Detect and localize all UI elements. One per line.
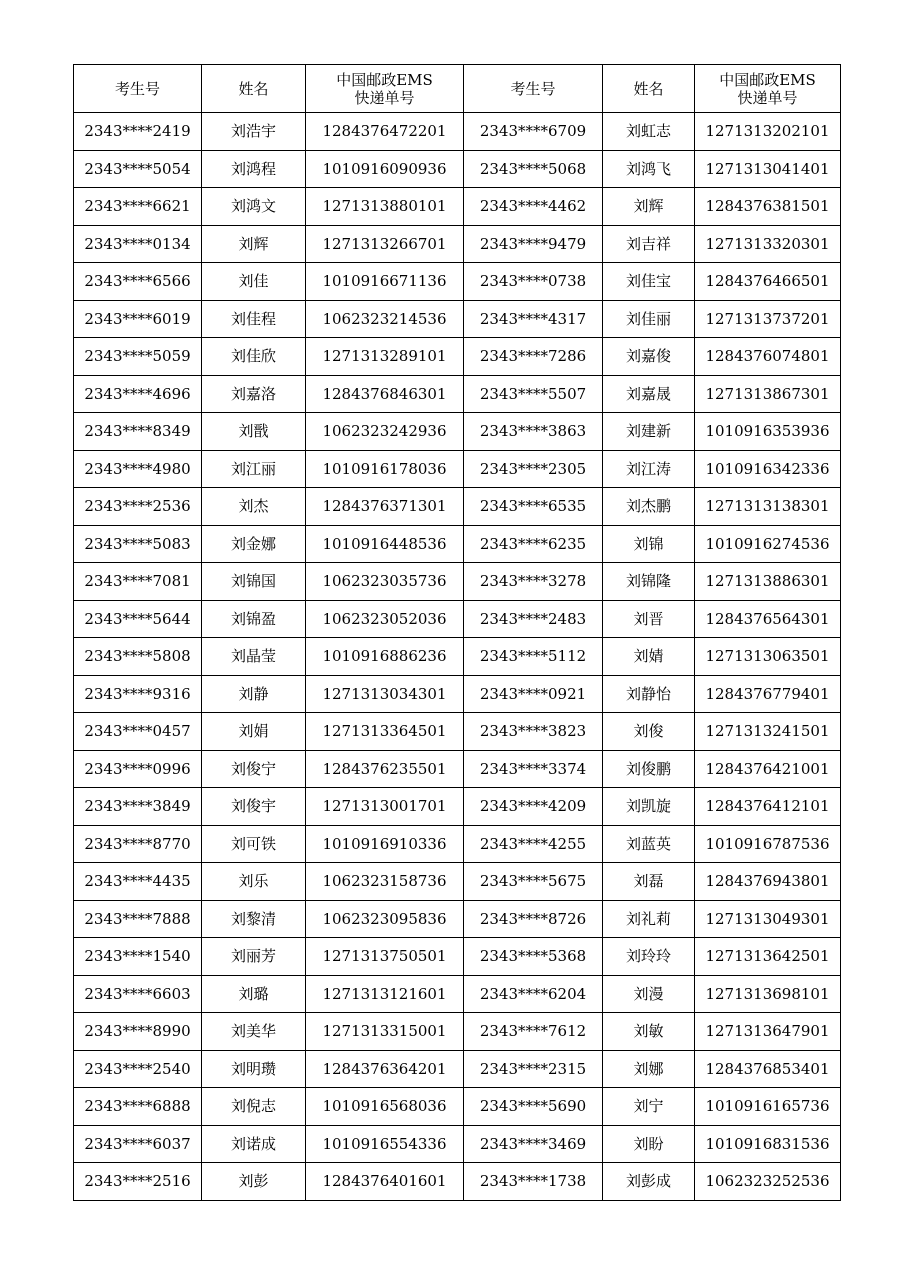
- ems-cell-2: 1284376421001: [695, 750, 841, 788]
- exam-no-cell-2: 2343****6204: [464, 975, 603, 1013]
- exam-no-cell: 2343****5644: [74, 600, 202, 638]
- ems-cell-2: 1010916787536: [695, 825, 841, 863]
- name-cell-2: 刘蓝英: [603, 825, 695, 863]
- table-row: [74, 263, 841, 301]
- exam-no-cell: 2343****6603: [74, 975, 202, 1013]
- table-row: [74, 788, 841, 826]
- name-cell-2: 刘婧: [603, 638, 695, 676]
- table-body: [74, 113, 841, 1201]
- ems-tracking-table: [73, 64, 841, 1201]
- header-ems: [306, 65, 464, 113]
- ems-cell-2: 1284376074801: [695, 338, 841, 376]
- name-cell-2: 刘漫: [603, 975, 695, 1013]
- header-ems-line2: 快递单号: [354, 88, 415, 107]
- table-row: [74, 300, 841, 338]
- ems-cell-2: 1271313886301: [695, 563, 841, 601]
- table-row: [74, 938, 841, 976]
- name-cell: 刘杰: [202, 488, 306, 526]
- ems-cell: 1062323214536: [306, 300, 464, 338]
- ems-cell: 1010916910336: [306, 825, 464, 863]
- table-row: [74, 1163, 841, 1201]
- exam-no-cell: 2343****2516: [74, 1163, 202, 1201]
- header-ems-line1: 中国邮政EMS: [336, 70, 433, 89]
- name-cell: 刘佳程: [202, 300, 306, 338]
- exam-no-cell-2: 2343****2315: [464, 1050, 603, 1088]
- exam-no-cell-2: 2343****2483: [464, 600, 603, 638]
- exam-no-cell: 2343****4980: [74, 450, 202, 488]
- ems-cell: 1010916448536: [306, 525, 464, 563]
- exam-no-cell-2: 2343****4462: [464, 188, 603, 226]
- header-ems-2-line1: 中国邮政EMS: [719, 70, 816, 89]
- exam-no-cell-2: 2343****8726: [464, 900, 603, 938]
- name-cell: 刘丽芳: [202, 938, 306, 976]
- ems-cell-2: 1271313642501: [695, 938, 841, 976]
- ems-cell: 1284376472201: [306, 113, 464, 151]
- ems-cell: 1271313364501: [306, 713, 464, 751]
- ems-cell-2: 1010916353936: [695, 413, 841, 451]
- name-cell-2: 刘锦: [603, 525, 695, 563]
- ems-cell-2: 1271313320301: [695, 225, 841, 263]
- ems-cell-2: 1010916165736: [695, 1088, 841, 1126]
- ems-cell-2: 1271313241501: [695, 713, 841, 751]
- exam-no-cell-2: 2343****2305: [464, 450, 603, 488]
- ems-cell: 1062323158736: [306, 863, 464, 901]
- name-cell-2: 刘杰鹏: [603, 488, 695, 526]
- exam-no-cell: 2343****7888: [74, 900, 202, 938]
- name-cell: 刘静: [202, 675, 306, 713]
- header-ems-2: [695, 65, 841, 113]
- exam-no-cell: 2343****9316: [74, 675, 202, 713]
- name-cell: 刘可铁: [202, 825, 306, 863]
- name-cell: 刘俊宇: [202, 788, 306, 826]
- table-row: [74, 675, 841, 713]
- ems-cell: 1271313034301: [306, 675, 464, 713]
- ems-cell-2: 1284376853401: [695, 1050, 841, 1088]
- name-cell-2: 刘磊: [603, 863, 695, 901]
- ems-cell: 1271313750501: [306, 938, 464, 976]
- name-cell-2: 刘娜: [603, 1050, 695, 1088]
- ems-cell-2: 1271313698101: [695, 975, 841, 1013]
- exam-no-cell-2: 2343****3823: [464, 713, 603, 751]
- ems-cell: 1062323242936: [306, 413, 464, 451]
- ems-cell: 1284376364201: [306, 1050, 464, 1088]
- name-cell-2: 刘彭成: [603, 1163, 695, 1201]
- exam-no-cell: 2343****8770: [74, 825, 202, 863]
- exam-no-cell: 2343****2419: [74, 113, 202, 151]
- name-cell-2: 刘江涛: [603, 450, 695, 488]
- exam-no-cell: 2343****2536: [74, 488, 202, 526]
- ems-cell: 1062323035736: [306, 563, 464, 601]
- table-row: [74, 450, 841, 488]
- exam-no-cell: 2343****5083: [74, 525, 202, 563]
- ems-cell: 1271313001701: [306, 788, 464, 826]
- exam-no-cell-2: 2343****5368: [464, 938, 603, 976]
- ems-cell: 1062323052036: [306, 600, 464, 638]
- table-row: [74, 900, 841, 938]
- name-cell-2: 刘玲玲: [603, 938, 695, 976]
- ems-cell-2: 1284376412101: [695, 788, 841, 826]
- name-cell-2: 刘礼莉: [603, 900, 695, 938]
- exam-no-cell-2: 2343****4317: [464, 300, 603, 338]
- name-cell: 刘倪志: [202, 1088, 306, 1126]
- table-row: [74, 188, 841, 226]
- table-row: [74, 600, 841, 638]
- ems-cell-2: 1271313867301: [695, 375, 841, 413]
- ems-cell: 1010916568036: [306, 1088, 464, 1126]
- name-cell-2: 刘凯旋: [603, 788, 695, 826]
- exam-no-cell-2: 2343****6709: [464, 113, 603, 151]
- name-cell: 刘明瓒: [202, 1050, 306, 1088]
- exam-no-cell-2: 2343****5675: [464, 863, 603, 901]
- header-exam-no: 考生号: [74, 65, 202, 113]
- table-row: [74, 150, 841, 188]
- header-row: [74, 65, 841, 113]
- exam-no-cell-2: 2343****5690: [464, 1088, 603, 1126]
- ems-cell-2: 1284376466501: [695, 263, 841, 301]
- name-cell: 刘江丽: [202, 450, 306, 488]
- ems-cell: 1010916178036: [306, 450, 464, 488]
- table-row: [74, 113, 841, 151]
- name-cell-2: 刘嘉俊: [603, 338, 695, 376]
- name-cell-2: 刘建新: [603, 413, 695, 451]
- exam-no-cell-2: 2343****1738: [464, 1163, 603, 1201]
- ems-cell-2: 1010916342336: [695, 450, 841, 488]
- exam-no-cell-2: 2343****7612: [464, 1013, 603, 1051]
- name-cell: 刘乐: [202, 863, 306, 901]
- name-cell: 刘鸿文: [202, 188, 306, 226]
- table-row: [74, 225, 841, 263]
- name-cell-2: 刘虹志: [603, 113, 695, 151]
- name-cell-2: 刘晋: [603, 600, 695, 638]
- name-cell-2: 刘俊鹏: [603, 750, 695, 788]
- exam-no-cell-2: 2343****3374: [464, 750, 603, 788]
- exam-no-cell: 2343****4696: [74, 375, 202, 413]
- ems-cell-2: 1062323252536: [695, 1163, 841, 1201]
- name-cell: 刘佳: [202, 263, 306, 301]
- table-row: [74, 863, 841, 901]
- ems-cell-2: 1271313737201: [695, 300, 841, 338]
- exam-no-cell-2: 2343****4255: [464, 825, 603, 863]
- exam-no-cell: 2343****5059: [74, 338, 202, 376]
- name-cell: 刘浩宇: [202, 113, 306, 151]
- exam-no-cell: 2343****3849: [74, 788, 202, 826]
- name-cell: 刘锦盈: [202, 600, 306, 638]
- ems-cell: 1271313289101: [306, 338, 464, 376]
- name-cell: 刘佳欣: [202, 338, 306, 376]
- exam-no-cell-2: 2343****3863: [464, 413, 603, 451]
- exam-no-cell: 2343****2540: [74, 1050, 202, 1088]
- ems-cell: 1010916671136: [306, 263, 464, 301]
- ems-cell: 1062323095836: [306, 900, 464, 938]
- exam-no-cell-2: 2343****0921: [464, 675, 603, 713]
- exam-no-cell-2: 2343****5507: [464, 375, 603, 413]
- ems-cell: 1010916090936: [306, 150, 464, 188]
- exam-no-cell: 2343****7081: [74, 563, 202, 601]
- name-cell-2: 刘俊: [603, 713, 695, 751]
- ems-cell-2: 1271313063501: [695, 638, 841, 676]
- exam-no-cell-2: 2343****3469: [464, 1125, 603, 1163]
- name-cell-2: 刘鸿飞: [603, 150, 695, 188]
- exam-no-cell: 2343****6566: [74, 263, 202, 301]
- name-cell-2: 刘嘉晟: [603, 375, 695, 413]
- ems-cell-2: 1271313041401: [695, 150, 841, 188]
- table-header: [74, 65, 841, 113]
- header-name: 姓名: [202, 65, 306, 113]
- ems-cell: 1284376235501: [306, 750, 464, 788]
- exam-no-cell: 2343****6037: [74, 1125, 202, 1163]
- name-cell: 刘金娜: [202, 525, 306, 563]
- ems-cell: 1271313315001: [306, 1013, 464, 1051]
- exam-no-cell: 2343****0996: [74, 750, 202, 788]
- name-cell: 刘黎清: [202, 900, 306, 938]
- table-row: [74, 338, 841, 376]
- exam-no-cell-2: 2343****6535: [464, 488, 603, 526]
- table-row: [74, 750, 841, 788]
- ems-cell-2: 1284376381501: [695, 188, 841, 226]
- name-cell: 刘璐: [202, 975, 306, 1013]
- exam-no-cell-2: 2343****5112: [464, 638, 603, 676]
- ems-cell-2: 1010916831536: [695, 1125, 841, 1163]
- exam-no-cell-2: 2343****3278: [464, 563, 603, 601]
- name-cell-2: 刘宁: [603, 1088, 695, 1126]
- ems-cell: 1284376401601: [306, 1163, 464, 1201]
- name-cell: 刘美华: [202, 1013, 306, 1051]
- ems-cell-2: 1271313138301: [695, 488, 841, 526]
- exam-no-cell-2: 2343****0738: [464, 263, 603, 301]
- exam-no-cell-2: 2343****6235: [464, 525, 603, 563]
- table-row: [74, 525, 841, 563]
- ems-cell: 1284376846301: [306, 375, 464, 413]
- ems-cell-2: 1271313049301: [695, 900, 841, 938]
- name-cell-2: 刘辉: [603, 188, 695, 226]
- table-row: [74, 638, 841, 676]
- exam-no-cell: 2343****8349: [74, 413, 202, 451]
- ems-cell: 1271313266701: [306, 225, 464, 263]
- exam-no-cell-2: 2343****7286: [464, 338, 603, 376]
- exam-no-cell-2: 2343****9479: [464, 225, 603, 263]
- ems-cell: 1010916886236: [306, 638, 464, 676]
- ems-cell-2: 1010916274536: [695, 525, 841, 563]
- name-cell: 刘晶莹: [202, 638, 306, 676]
- exam-no-cell-2: 2343****4209: [464, 788, 603, 826]
- ems-cell-2: 1271313647901: [695, 1013, 841, 1051]
- ems-cell: 1284376371301: [306, 488, 464, 526]
- ems-cell: 1271313880101: [306, 188, 464, 226]
- exam-no-cell: 2343****8990: [74, 1013, 202, 1051]
- name-cell-2: 刘静怡: [603, 675, 695, 713]
- table-row: [74, 713, 841, 751]
- name-cell-2: 刘佳宝: [603, 263, 695, 301]
- name-cell: 刘鸿程: [202, 150, 306, 188]
- name-cell: 刘娟: [202, 713, 306, 751]
- table-row: [74, 488, 841, 526]
- table-row: [74, 375, 841, 413]
- exam-no-cell: 2343****1540: [74, 938, 202, 976]
- table-row: [74, 975, 841, 1013]
- name-cell: 刘嘉洛: [202, 375, 306, 413]
- table-row: [74, 563, 841, 601]
- exam-no-cell: 2343****4435: [74, 863, 202, 901]
- ems-cell-2: 1284376943801: [695, 863, 841, 901]
- ems-cell-2: 1284376564301: [695, 600, 841, 638]
- name-cell-2: 刘锦隆: [603, 563, 695, 601]
- exam-no-cell: 2343****5054: [74, 150, 202, 188]
- table-row: [74, 1050, 841, 1088]
- table-row: [74, 1088, 841, 1126]
- ems-cell-2: 1284376779401: [695, 675, 841, 713]
- header-ems-2-line2: 快递单号: [737, 88, 798, 107]
- name-cell: 刘戬: [202, 413, 306, 451]
- exam-no-cell: 2343****5808: [74, 638, 202, 676]
- header-exam-no-2: 考生号: [464, 65, 603, 113]
- ems-cell-2: 1271313202101: [695, 113, 841, 151]
- exam-no-cell: 2343****0134: [74, 225, 202, 263]
- name-cell-2: 刘佳丽: [603, 300, 695, 338]
- table-row: [74, 413, 841, 451]
- header-name-2: 姓名: [603, 65, 695, 113]
- name-cell-2: 刘敏: [603, 1013, 695, 1051]
- table-row: [74, 825, 841, 863]
- exam-no-cell: 2343****6888: [74, 1088, 202, 1126]
- ems-cell: 1271313121601: [306, 975, 464, 1013]
- name-cell-2: 刘盼: [603, 1125, 695, 1163]
- ems-cell: 1010916554336: [306, 1125, 464, 1163]
- table-row: [74, 1125, 841, 1163]
- name-cell: 刘辉: [202, 225, 306, 263]
- exam-no-cell: 2343****0457: [74, 713, 202, 751]
- table-row: [74, 1013, 841, 1051]
- name-cell: 刘俊宁: [202, 750, 306, 788]
- name-cell: 刘锦国: [202, 563, 306, 601]
- name-cell: 刘彭: [202, 1163, 306, 1201]
- exam-no-cell-2: 2343****5068: [464, 150, 603, 188]
- name-cell: 刘诺成: [202, 1125, 306, 1163]
- exam-no-cell: 2343****6019: [74, 300, 202, 338]
- exam-no-cell: 2343****6621: [74, 188, 202, 226]
- name-cell-2: 刘吉祥: [603, 225, 695, 263]
